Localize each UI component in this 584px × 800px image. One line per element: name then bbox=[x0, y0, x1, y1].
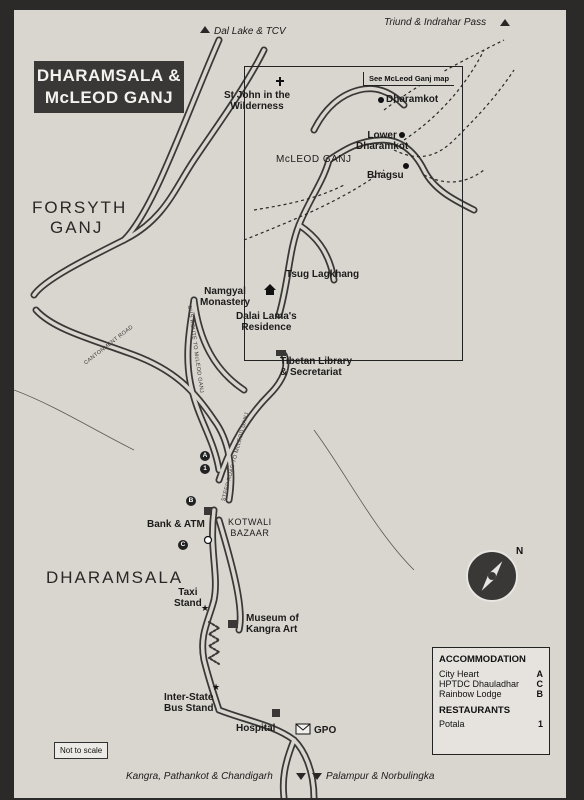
area-kotwali-bazaar: KOTWALI BAZAAR bbox=[228, 517, 272, 538]
place-dharamkot[interactable]: Dharamkot bbox=[386, 94, 439, 105]
legend-item[interactable] bbox=[439, 719, 543, 729]
area-dharamsala: DHARAMSALA bbox=[46, 568, 184, 587]
area-mcleod-ganj: McLEOD GANJ bbox=[276, 154, 352, 165]
place-bhagsu[interactable]: Bhagsu bbox=[367, 170, 404, 181]
legend-item[interactable] bbox=[439, 669, 543, 679]
title-line-2: McLEOD GANJ bbox=[44, 88, 174, 107]
arrow-down-icon bbox=[312, 773, 322, 780]
title-line-1: DHARAMSALA & bbox=[36, 66, 182, 85]
legend-item-code: C bbox=[536, 679, 543, 689]
map-page bbox=[14, 10, 566, 798]
legend-item-name: HPTDC Dhauladhar bbox=[439, 679, 520, 689]
legend-item-name: Potala bbox=[439, 719, 465, 729]
area-forsyth-ganj: FORSYTH GANJ bbox=[32, 198, 128, 237]
place-gpo[interactable]: GPO bbox=[314, 725, 337, 736]
place-namgyal-monastery[interactable]: Namgyal Monastery bbox=[200, 286, 251, 308]
marker-c[interactable]: C bbox=[178, 540, 188, 550]
legend-item-name: Rainbow Lodge bbox=[439, 689, 502, 699]
marker-b[interactable]: B bbox=[186, 496, 196, 506]
legend-restaurants-title: RESTAURANTS bbox=[439, 705, 511, 716]
marker-1[interactable]: 1 bbox=[200, 464, 210, 474]
compass-north-label: N bbox=[516, 546, 524, 557]
legend-accommodation-title: ACCOMMODATION bbox=[439, 654, 526, 665]
place-tibetan-library[interactable]: Tibetan Library & Secretariat bbox=[280, 356, 353, 378]
envelope-icon bbox=[296, 724, 310, 734]
arrow-up-icon bbox=[200, 26, 210, 33]
road-cantonment: CANTONMENT ROAD bbox=[83, 324, 135, 367]
place-tsug-lagkhang[interactable]: Tsug Lagkhang bbox=[286, 269, 360, 280]
legend-item[interactable] bbox=[439, 679, 543, 689]
map-title bbox=[34, 61, 184, 113]
scale-note: Not to scale bbox=[54, 742, 108, 759]
legend-item-name: City Heart bbox=[439, 669, 480, 679]
road-bus-route: BUS ROUTE TO McLEOD GANJ bbox=[186, 305, 205, 394]
svg-text:★: ★ bbox=[201, 604, 210, 614]
road-steep: STEEP ROAD TO McLEOD GANJ bbox=[220, 411, 251, 503]
bank-icon bbox=[205, 537, 212, 544]
legend bbox=[432, 647, 550, 755]
place-st-john[interactable]: St John in the Wilderness bbox=[224, 90, 291, 112]
arrow-down-icon bbox=[296, 773, 306, 780]
place-museum-kangra-art[interactable]: Museum of Kangra Art bbox=[246, 613, 299, 635]
inset-reference-label[interactable]: See McLeod Ganj map bbox=[363, 72, 454, 86]
place-dalai-lama-residence[interactable]: Dalai Lama's Residence bbox=[236, 311, 297, 333]
legend-item-code: 1 bbox=[537, 719, 543, 729]
place-lower-dharamkot[interactable]: Lower Dharamkot bbox=[356, 130, 409, 152]
place-taxi-stand[interactable]: Taxi Stand bbox=[174, 587, 202, 609]
legend-item[interactable] bbox=[439, 689, 543, 699]
direction-dal-lake[interactable]: Dal Lake & TCV bbox=[214, 26, 286, 37]
svg-text:★: ★ bbox=[212, 683, 221, 693]
legend-item-code: B bbox=[536, 689, 543, 699]
arrow-up-icon bbox=[500, 19, 510, 26]
direction-palampur[interactable]: Palampur & Norbulingka bbox=[326, 771, 435, 782]
legend-item-code: A bbox=[536, 669, 543, 679]
marker-a[interactable]: A bbox=[200, 451, 210, 461]
direction-kangra[interactable]: Kangra, Pathankot & Chandigarh bbox=[126, 771, 273, 782]
place-hospital[interactable]: Hospital bbox=[236, 723, 276, 734]
direction-triund[interactable]: Triund & Indrahar Pass bbox=[384, 17, 487, 28]
place-bus-stand[interactable]: Inter-State Bus Stand bbox=[164, 692, 214, 714]
place-bank-atm[interactable]: Bank & ATM bbox=[147, 519, 205, 530]
compass-icon bbox=[466, 550, 518, 602]
